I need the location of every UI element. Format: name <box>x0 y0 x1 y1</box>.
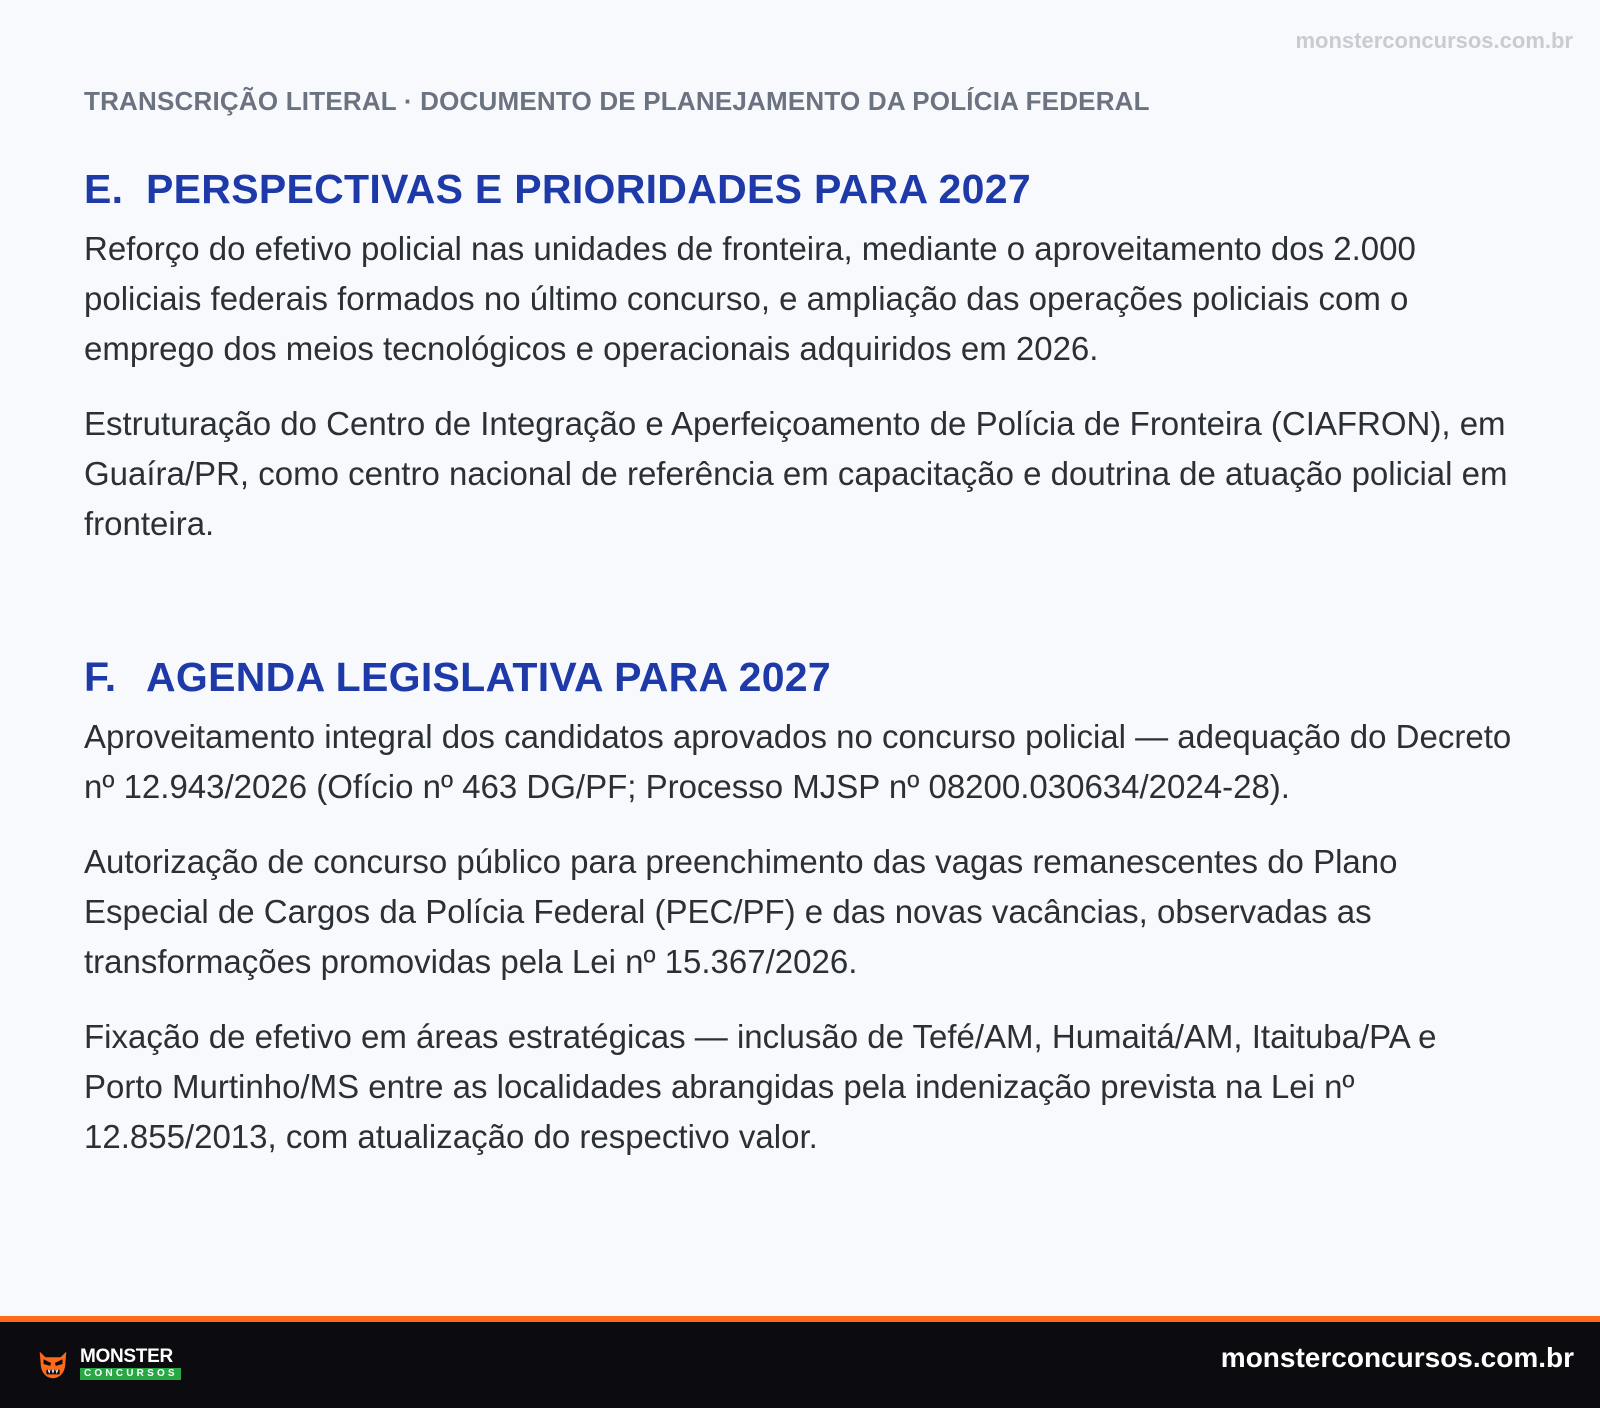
brand-logo[interactable] <box>34 1344 181 1382</box>
section-e-letter: E. <box>84 166 124 212</box>
document-kicker: TRANSCRIÇÃO LITERAL · DOCUMENTO DE PLANEJAMENTO DA POLÍCIA FEDERAL <box>84 86 1150 116</box>
section-f-heading <box>84 652 1524 702</box>
section-f-paragraph: Autorização de concurso público para preenchimento das vagas remanescentes do Plano Especial de Cargos da Polícia Federal (PEC/PF) e das novas vacâncias, observadas as transformações promovidas pela Lei nº 15.367/2026. <box>84 843 1398 980</box>
section-f-paragraph: Fixação de efetivo em áreas estratégicas — inclusão de Tefé/AM, Humaitá/AM, Itaituba/PA e Porto Murtinho/MS entre as localidades abrangidas pela indenização prevista na Lei nº 12.855/2013, com atualização do respectivo valor. <box>84 1018 1437 1155</box>
header-site-url[interactable]: monsterconcursos.com.br <box>1295 28 1573 53</box>
section-e <box>84 164 1524 549</box>
section-f-title: AGENDA LEGISLATIVA PARA 2027 <box>146 654 831 700</box>
section-f-paragraph: Aproveitamento integral dos candidatos aprovados no concurso policial — adequação do Decreto nº 12.943/2026 (Ofício nº 463 DG/PF; Processo MJSP nº 08200.030634/2024-28). <box>84 718 1512 805</box>
monster-face-icon <box>34 1344 72 1382</box>
section-f <box>84 652 1524 1162</box>
section-e-paragraph: Estruturação do Centro de Integração e Aperfeiçoamento de Polícia de Fronteira (CIAFRON), em Guaíra/PR, como centro nacional de referência em capacitação e doutrina de atuação policial em fronteira. <box>84 405 1508 542</box>
footer-site-url[interactable]: monsterconcursos.com.br <box>1220 1342 1574 1373</box>
logo-subtitle: CONCURSOS <box>80 1368 181 1380</box>
section-e-heading <box>84 164 1524 214</box>
section-e-title: PERSPECTIVAS E PRIORIDADES PARA 2027 <box>146 166 1031 212</box>
logo-text <box>80 1347 181 1380</box>
footer-bar <box>0 1316 1600 1408</box>
section-e-paragraph: Reforço do efetivo policial nas unidades de fronteira, mediante o aproveitamento dos 2.000 policiais federais formados no último concurso, e ampliação das operações policiais com o emprego dos meios tecnológicos e operacionais adquiridos em 2026. <box>84 230 1416 367</box>
logo-name: MONSTER <box>80 1345 173 1367</box>
section-f-letter: F. <box>84 654 117 700</box>
